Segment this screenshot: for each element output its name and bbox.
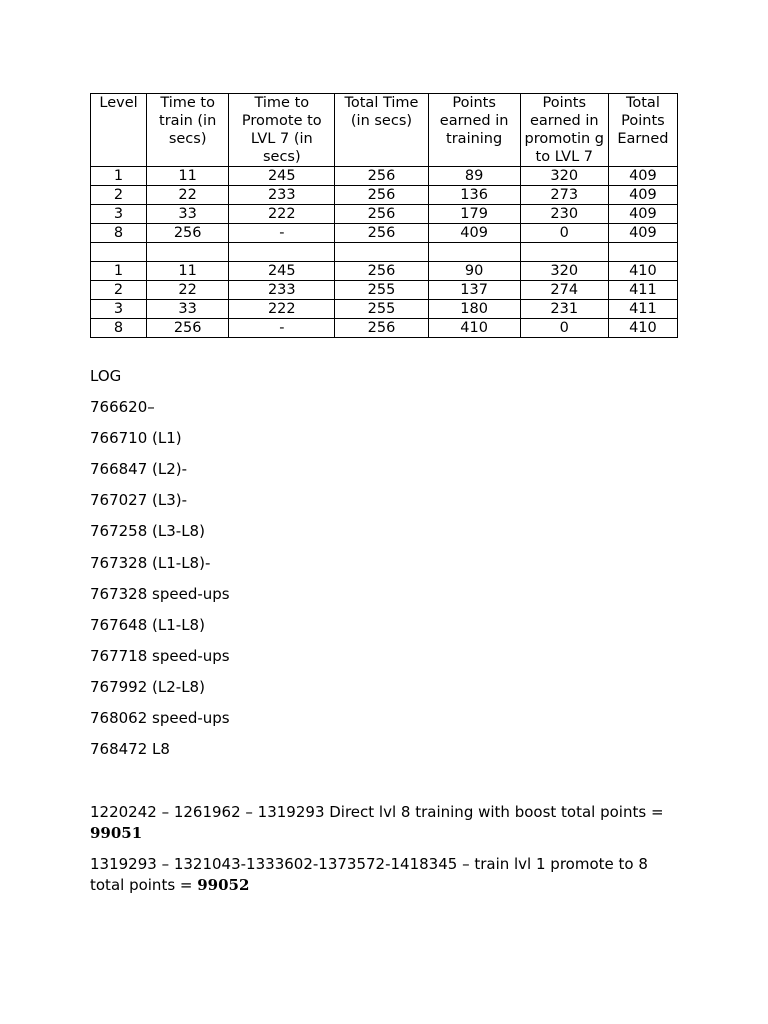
log-entry: 767258 (L3-L8) [90,522,205,541]
table-cell: 33 [147,300,229,319]
log-entry: 767027 (L3)- [90,491,188,510]
table-cell: 409 [608,186,677,205]
table-cell: 22 [147,281,229,300]
table-cell: 90 [428,262,520,281]
table-cell: 256 [335,224,428,243]
header-total-points: Total Points Earned [608,94,677,167]
table-row [91,205,678,224]
table-cell [229,243,335,262]
table-cell [335,243,428,262]
log-entry: 766620– [90,398,155,417]
table-header-row [91,94,678,167]
log-entry: 767328 (L1-L8)- [90,553,211,572]
table-cell [428,243,520,262]
table-cell: 3 [91,205,147,224]
table-cell: 233 [229,186,335,205]
table-cell: 410 [608,262,677,281]
table-cell: 137 [428,281,520,300]
table-cell: 245 [229,262,335,281]
table-cell: 8 [91,224,147,243]
table-cell [91,243,147,262]
table-row [91,319,678,338]
table-cell: 256 [335,262,428,281]
note-paragraph [90,854,680,895]
table-cell: 409 [608,167,677,186]
header-points-training: Points earned in training [428,94,520,167]
log-entry: 766847 (L2)- [90,460,188,479]
log-section [90,366,690,770]
table-cell: 245 [229,167,335,186]
table-cell [520,243,608,262]
table-cell [608,243,677,262]
table-cell: 255 [335,281,428,300]
table-cell: 11 [147,167,229,186]
notes-section [90,802,680,906]
table-cell: 256 [147,319,229,338]
table-cell: 320 [520,167,608,186]
table-cell: 255 [335,300,428,319]
header-time-to-train: Time to train (in secs) [147,94,229,167]
table-cell: 411 [608,281,677,300]
table-row [91,300,678,319]
note-total-points: 99052 [197,875,250,894]
table-cell: 256 [335,186,428,205]
table-cell: 273 [520,186,608,205]
table-cell: 3 [91,300,147,319]
note-paragraph [90,802,680,843]
table-spacer-row [91,243,678,262]
table-cell: 11 [147,262,229,281]
table-body [91,167,678,338]
table-cell: 410 [428,319,520,338]
table-row [91,281,678,300]
header-level: Level [91,94,147,167]
table-cell: 2 [91,186,147,205]
table-cell: 256 [335,167,428,186]
table-cell: 410 [608,319,677,338]
log-entry: 767718 speed-ups [90,646,230,665]
table-row [91,167,678,186]
log-entry: 768062 speed-ups [90,709,230,728]
table-row [91,186,678,205]
table-cell: 222 [229,205,335,224]
table-cell: 256 [335,205,428,224]
table-cell: 320 [520,262,608,281]
table-cell: 8 [91,319,147,338]
header-time-to-promote: Time to Promote to LVL 7 (in secs) [229,94,335,167]
table-cell: 22 [147,186,229,205]
table-cell: 274 [520,281,608,300]
table-cell: 1 [91,262,147,281]
table-cell: 233 [229,281,335,300]
table-cell: 256 [147,224,229,243]
table-cell: 409 [608,224,677,243]
log-entry: 767648 (L1-L8) [90,615,205,634]
log-entry: 767328 speed-ups [90,584,230,603]
table-cell: 256 [335,319,428,338]
table-cell: 222 [229,300,335,319]
table-cell: - [229,224,335,243]
table-cell: 411 [608,300,677,319]
table-cell: 0 [520,319,608,338]
table-cell: 89 [428,167,520,186]
log-entry: 768472 L8 [90,740,170,759]
table-row [91,262,678,281]
note-text: 1220242 – 1261962 – 1319293 Direct lvl 8 training with boost total points = [90,803,664,821]
table-cell: 136 [428,186,520,205]
log-entries [90,397,690,770]
log-entry: 766710 (L1) [90,429,182,448]
table-cell [147,243,229,262]
header-points-promoting: Points earned in promotin g to LVL 7 [520,94,608,167]
table-cell: 230 [520,205,608,224]
log-title: LOG [90,367,122,385]
table-cell: 33 [147,205,229,224]
note-text: 1319293 – 1321043-1333602-1373572-1418345 – train lvl 1 promote to 8 total points = [90,855,648,894]
table-cell: 409 [608,205,677,224]
table-cell: 0 [520,224,608,243]
table-cell: 231 [520,300,608,319]
note-total-points: 99051 [90,823,143,842]
table-cell: 179 [428,205,520,224]
table-row [91,224,678,243]
table-cell: 2 [91,281,147,300]
table-cell: 1 [91,167,147,186]
table-cell: 180 [428,300,520,319]
header-total-time: Total Time (in secs) [335,94,428,167]
points-table [90,93,678,338]
table-cell: 409 [428,224,520,243]
table-cell: - [229,319,335,338]
log-entry: 767992 (L2-L8) [90,677,205,696]
